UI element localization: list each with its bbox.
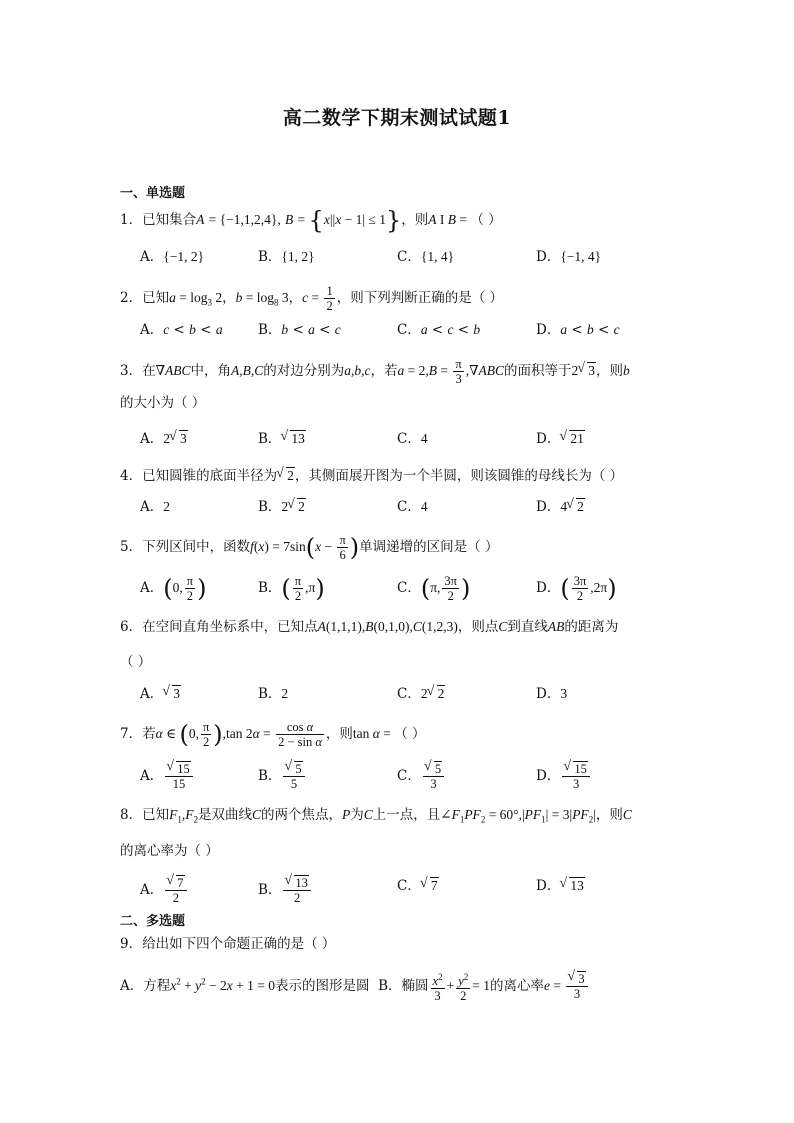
q2-option-a: A．c < b < a (140, 322, 223, 338)
q1-option-b: B．{1, 2} (258, 249, 315, 265)
question-6: 6．在空间直角坐标系中，已知点A(1,1,1),B(0,1,0),C(1,2,3)，则点C到直线AB的距离为 (120, 619, 619, 635)
q8-option-a: A． √ $\frac{7}{2}$ (140, 876, 189, 905)
q8-option-c: C．√ 7 (397, 876, 439, 896)
q6-option-a: A．√ 3 (140, 684, 181, 704)
q6-option-d: D．3 (536, 686, 568, 702)
q7-option-c: C． √ $\frac{5}{3}$ (397, 762, 446, 791)
q1-option-d: D．{−1, 4} (536, 249, 602, 265)
q5-option-c: C．(π, $\frac{3\pi}{2}$ ) (397, 574, 471, 603)
question-5: 5．下列区间中，函数f(x) = 7sin(x − $\frac{\pi}{6}$ )单调递增的区间是（ ） (120, 533, 499, 562)
question-8-line2: 的离心率为（ ） (120, 843, 219, 859)
q3-option-a: A．2√ 3 (140, 429, 188, 449)
q3-option-d: D．√ 21 (536, 429, 585, 449)
question-7: 7．若α ∈ (0, $\frac{\pi}{2}$ ),tan 2α = $\frac{\text{cos α}}{\text{2 − sin α}}$ ，则tan α = （ ） (120, 720, 426, 749)
q5-option-a: A．(0, $\frac{\pi}{2}$ ) (140, 574, 207, 603)
question-8: 8．已知$F_1,F_2$是双曲线C的两个焦点，P为C上一点，且$\angle F_1PF_2 = 60^\circ,|PF_1| = 3|PF_2|$，则C (120, 807, 632, 825)
question-4: 4．已知圆锥的底面半径为√ 2，其侧面展开图为一个半圆，则该圆锥的母线长为（ ） (120, 466, 623, 486)
q4-option-b: B．2√ 2 (258, 497, 306, 517)
q3-option-c: C．4 (397, 431, 428, 447)
q4-option-a: A．2 (140, 499, 170, 515)
q5-option-d: D．( $\frac{3\pi}{2}$ ,2π) (536, 574, 617, 603)
section-heading-multi-choice: 二、多选题 (120, 914, 186, 929)
q6-option-b: B．2 (258, 686, 289, 702)
q3-option-b: B．√ 13 (258, 429, 306, 449)
question-2: 2．已知$a = \log_3 2$，$b = \log_8 3$，c = $\frac{1}{2}$ ，则下列判断正确的是（ ） (120, 284, 504, 313)
q2-option-b: B．b < a < c (258, 322, 341, 338)
question-9: 9．给出如下四个命题正确的是（ ） (120, 936, 336, 952)
q8-option-b: B． √ $\frac{13}{2}$ (258, 876, 313, 905)
q2-option-d: D．a < b < c (536, 322, 620, 338)
q4-option-c: C．4 (397, 499, 428, 515)
q4-option-d: D．4√ 2 (536, 497, 585, 517)
q1-option-c: C．{1, 4} (397, 249, 455, 265)
question-3: 3．在∇ABC中，角A,B,C的对边分别为a,b,c，若a = 2,B = $\frac{\pi}{3}$ ,∇ABC的面积等于2√ 3，则b (120, 357, 630, 386)
question-6-line2: （ ） (120, 654, 152, 670)
q1-option-a: A．{−1, 2} (140, 249, 205, 265)
q7-option-b: B． √ $\frac{5}{5}$ (258, 762, 307, 791)
q7-option-a: A． √ $\frac{15}{15}$ (140, 762, 195, 791)
q8-option-d: D．√ 13 (536, 876, 585, 896)
q5-option-b: B．( $\frac{\pi}{2}$ ,π) (258, 574, 325, 603)
question-1: 1．已知集合A = {−1,1,2,4}, B = {x||x − 1| ≤ 1}，则A I B = （ ） (120, 206, 502, 235)
q7-option-d: D． √ $\frac{15}{3}$ (536, 762, 592, 791)
question-9-options: A．方程$x^2 + y^2 - 2x + 1 = 0$表示的图形是圆 B．椭圆 $\frac{x^2}{3}$ + $\frac{y^2}{2}$ = 1的离心率e = √ $\frac{3}{3}$ (120, 970, 590, 1003)
section-heading-single-choice: 一、单选题 (120, 186, 186, 201)
page-title: 高二数学下期末测试试题1 (282, 107, 512, 129)
q6-option-c: C．2√ 2 (397, 684, 445, 704)
question-3-line2: 的大小为（ ） (120, 395, 206, 411)
q2-option-c: C．a < c < b (397, 322, 481, 338)
